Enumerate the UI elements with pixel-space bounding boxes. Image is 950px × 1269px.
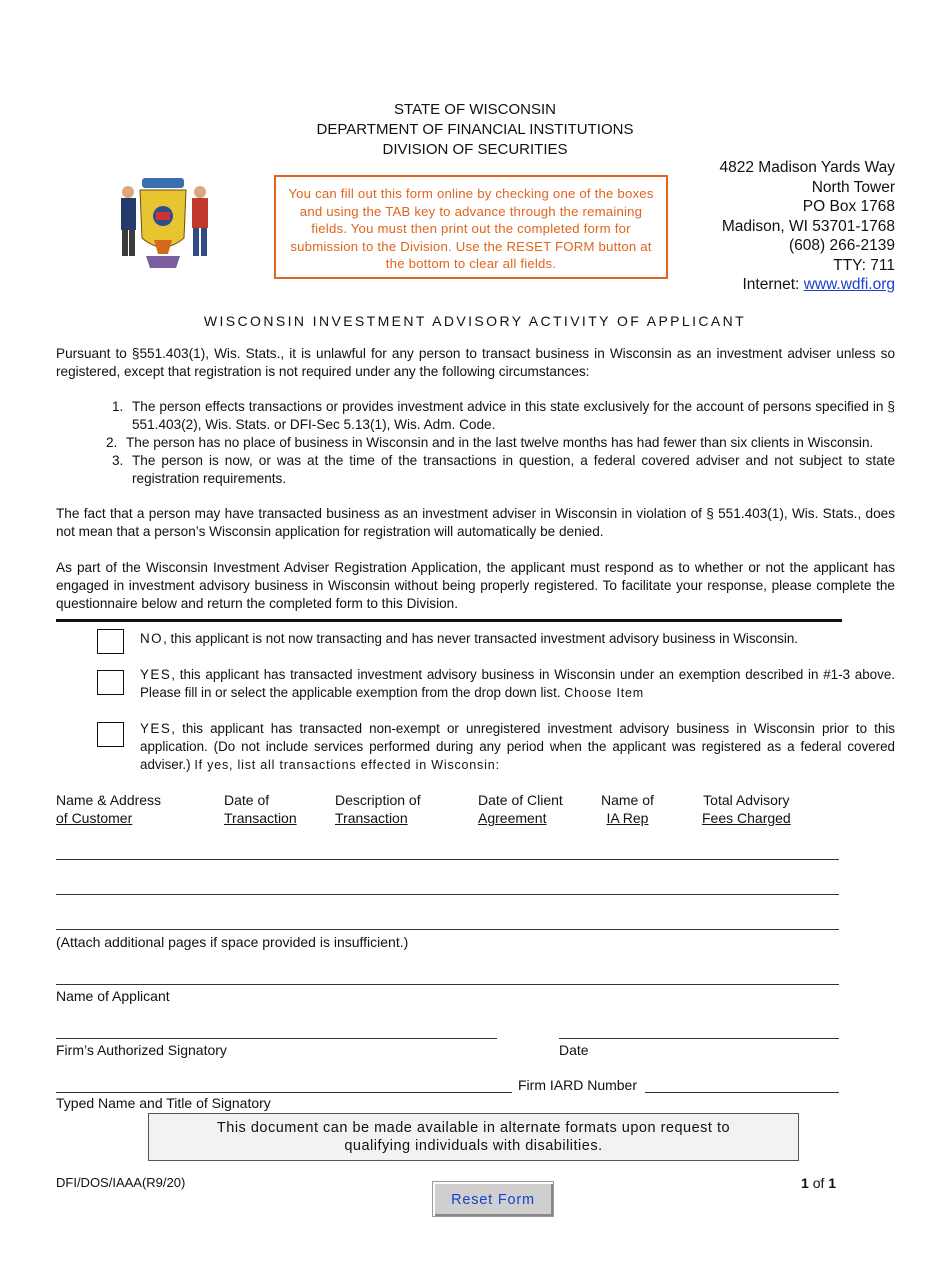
violation-paragraph: The fact that a person may have transacted business as an investment adviser in Wisconsin in violation of § 551.403(1), Wis. Stats., does not mean that a person’s Wisconsin application for registration will automatically be denied. [56,506,895,539]
column-header-fees [702,791,791,827]
exemption-item [100,434,895,452]
page-number [801,1175,836,1191]
column-header-top: Name of [601,792,654,808]
exemption-number: 3. [112,453,124,468]
address-po-box: PO Box 1768 [802,198,895,215]
reset-form-button[interactable]: Reset Form [432,1181,554,1217]
signatory-line[interactable] [56,1038,497,1039]
column-header-top: Date of Client [478,792,563,808]
online-instructions-notice: You can fill out this form online by checking one of the boxes and using the TAB key to advance through the remaining fields. You must then print out the completed form for submission to the Division. Use the RESET FORM button at the bottom to clear all fields. [274,175,668,279]
exemption-text: The person effects transactions or provides investment advice in this state exclusively for the account of persons specified in § 551.403(2), Wis. Stats. or DFI-Sec 5.13(1), Wis. Adm. Code. [132,399,895,432]
yes-exemption-checkbox[interactable] [97,670,124,695]
column-header-bottom: Fees Charged [702,810,791,826]
address-internet [720,275,895,295]
attach-pages-note: (Attach additional pages if space provided is insufficient.) [56,934,409,950]
column-header-customer [56,791,161,827]
document-header [0,100,950,160]
address-tty: TTY: 711 [833,256,895,274]
no-keyword: NO [140,631,164,646]
yes-exemption-keyword: YES [140,667,172,682]
iard-label: Firm IARD Number [518,1077,638,1093]
page-of: of [812,1175,825,1191]
yes-unregistered-keyword: YES [140,721,172,736]
accessibility-disclaimer [148,1113,799,1161]
column-header-agreement-date [478,791,563,827]
applicant-label: Name of Applicant [56,988,170,1004]
website-link[interactable]: www.wdfi.org [803,276,895,293]
exemption-item [106,452,895,488]
page-current: 1 [801,1175,809,1191]
questionnaire-paragraph: As part of the Wisconsin Investment Adviser Registration Application, the applicant must respond as to whether or not the applicant has engaged in investment advisory business in Wisconsin without being properly registered. To facilitate your response, please complete the questionnaire below and return the completed form to this Division. [56,560,895,611]
address-city: Madison, WI 53701-1768 [721,217,895,235]
exemption-item [106,398,895,434]
intro-paragraph: Pursuant to §551.403(1), Wis. Stats., it is unlawful for any person to transact business in Wisconsin as an investment adviser unless so registered, except that registration is not required under any the following circumstances: [56,346,895,379]
column-header-bottom: of Customer [56,810,133,826]
typed-name-label: Typed Name and Title of Signatory [56,1095,271,1111]
column-header-top: Total Advisory [703,792,790,808]
column-header-top: Date of [224,792,270,808]
address-tower: North Tower [811,178,895,196]
exemption-number: 2. [106,435,118,450]
column-header-top: Name & Address [56,792,162,808]
column-header-top: Description of [335,792,421,808]
column-header-description [335,791,421,827]
yes-exemption-option-text [140,666,895,702]
yes-exemption-description: , this applicant has transacted investment advisory business in Wisconsin under an exemption described in #1-3 above. Please fill in or select the applicable exemption from the drop down list. [140,667,895,700]
column-header-bottom: IA Rep [606,810,649,826]
address-phone: (608) 266-2139 [789,237,895,254]
column-header-bottom: Transaction [335,810,408,826]
column-header-ia-rep [601,791,654,827]
transaction-entry-line[interactable] [56,929,839,930]
yes-unregistered-option-text [140,720,895,774]
typed-name-line[interactable] [56,1092,512,1093]
address-street: 4822 Madison Yards Way [719,159,895,176]
date-label: Date [559,1042,589,1058]
header-division: DIVISION OF SECURITIES [382,141,568,158]
header-department: DEPARTMENT OF FINANCIAL INSTITUTIONS [316,121,634,138]
column-header-transaction-date [224,791,297,827]
state-seal-icon [106,160,221,278]
no-checkbox[interactable] [97,629,124,654]
form-id: DFI/DOS/IAAA(R9/20) [56,1175,186,1190]
exemption-list [106,398,895,488]
section-divider [56,619,842,622]
division-address [720,158,895,295]
disclaimer-line-1: This document can be made available in alternate formats upon request to [216,1120,731,1136]
exemption-text: The person has no place of business in Wisconsin and in the last twelve months has had fewer than six clients in Wisconsin. [126,435,874,450]
date-line[interactable] [559,1038,839,1039]
column-header-bottom: Agreement [478,810,547,826]
iard-number-line[interactable] [645,1092,839,1093]
no-option-text [140,630,895,648]
transactions-instruction: If yes, list all transactions effected in Wisconsin: [194,758,500,772]
no-description: , this applicant is not now transacting and has never transacted investment advisory business in Wisconsin. [163,631,798,646]
column-header-bottom: Transaction [224,810,297,826]
applicant-name-line[interactable] [56,984,839,985]
yes-unregistered-description: , this applicant has transacted non-exempt or unregistered investment advisory business in Wisconsin prior to this application. (Do not include services performed during any period when the applicant was registered as a federal covered adviser.) [140,721,895,772]
exemption-number: 1. [112,399,124,414]
form-title: WISCONSIN INVESTMENT ADVISORY ACTIVITY OF APPLICANT [203,313,747,329]
exemption-text: The person is now, or was at the time of the transactions in question, a federal covered adviser and not subject to state registration requirements. [132,453,895,486]
disclaimer-line-2: qualifying individuals with disabilities. [344,1138,603,1154]
exemption-dropdown[interactable]: Choose Item [564,686,644,700]
header-state: STATE OF WISCONSIN [394,101,556,118]
internet-label: Internet: [742,276,800,293]
transaction-entry-line[interactable] [56,859,839,860]
yes-unregistered-checkbox[interactable] [97,722,124,747]
page-total: 1 [828,1175,837,1191]
signatory-label: Firm’s Authorized Signatory [56,1042,227,1058]
transaction-entry-line[interactable] [56,894,839,895]
